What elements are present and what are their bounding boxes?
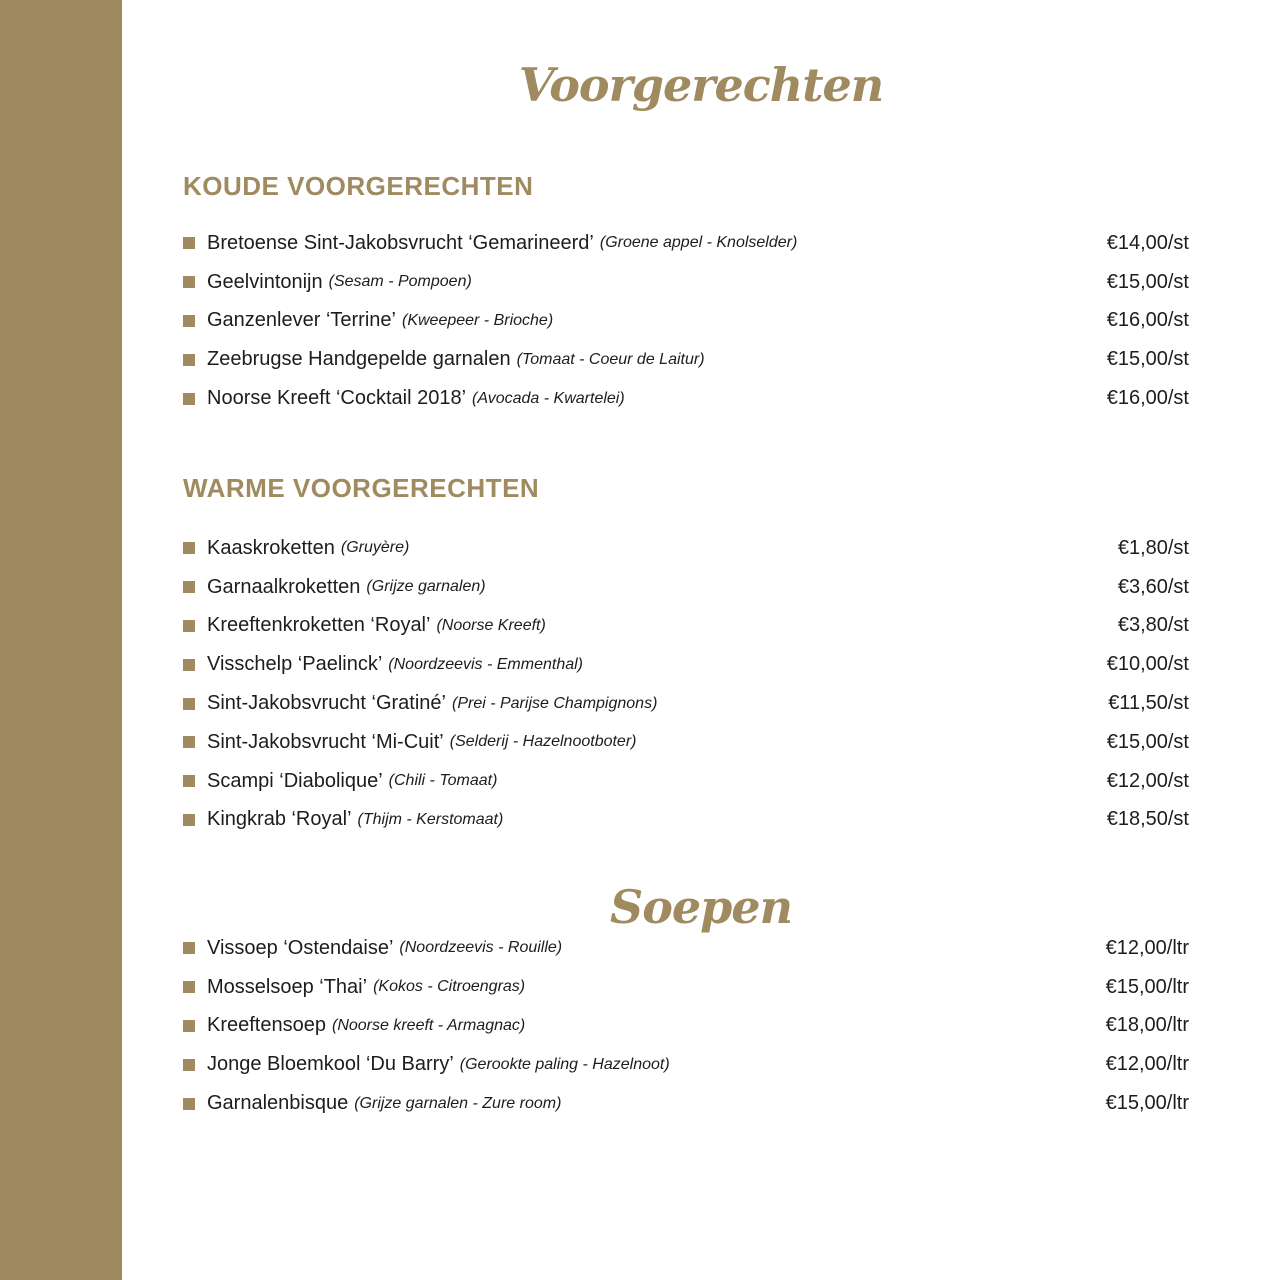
menu-item [183, 529, 1189, 568]
item-price: €15,00/ltr [1105, 975, 1189, 998]
item-name: Zeebrugse Handgepelde garnalen [207, 348, 511, 371]
bullet-icon [183, 581, 195, 593]
menu-item [183, 379, 1189, 418]
item-price: €16,00/st [1106, 387, 1189, 410]
item-description: (Thijm - Kerstomaat) [357, 810, 504, 828]
item-description: (Noordzeevis - Emmenthal) [388, 655, 584, 673]
item-name: Jonge Bloemkool ‘Du Barry’ [207, 1053, 454, 1076]
item-price: €14,00/st [1106, 231, 1189, 254]
item-name: Vissoep ‘Ostendaise’ [207, 936, 394, 959]
item-price: €12,00/ltr [1105, 936, 1189, 959]
item-price: €10,00/st [1106, 653, 1189, 676]
bullet-icon [183, 276, 195, 288]
item-price: €15,00/ltr [1105, 1092, 1189, 1115]
item-price: €11,50/st [1108, 692, 1189, 715]
item-description: (Chili - Tomaat) [388, 772, 498, 790]
item-price: €3,60/st [1117, 575, 1189, 598]
item-name: Kaaskroketten [207, 536, 335, 559]
bullet-icon [183, 736, 195, 748]
bullet-icon [183, 237, 195, 249]
item-price: €15,00/st [1106, 348, 1189, 371]
item-price: €15,00/st [1106, 270, 1189, 293]
bullet-icon [183, 1020, 195, 1032]
item-description: (Gruyère) [340, 539, 410, 557]
item-description: (Prei - Parijse Champignons) [451, 694, 658, 712]
bullet-icon [183, 981, 195, 993]
item-name: Sint-Jakobsvrucht ‘Gratiné’ [207, 692, 446, 715]
item-price: €1,80/st [1117, 536, 1189, 559]
item-name: Visschelp ‘Paelinck’ [207, 653, 383, 676]
bullet-icon [183, 1059, 195, 1071]
bullet-icon [183, 542, 195, 554]
menu-item [183, 968, 1189, 1007]
item-price: €18,00/ltr [1105, 1014, 1189, 1037]
item-name: Garnalenbisque [207, 1092, 349, 1115]
item-price: €12,00/st [1106, 769, 1189, 792]
menu-item [183, 801, 1189, 840]
menu-item [183, 1007, 1189, 1046]
item-description: (Kokos - Citroengras) [373, 978, 526, 996]
bullet-icon [183, 659, 195, 671]
bullet-icon [183, 354, 195, 366]
item-description: (Noorse kreeft - Armagnac) [331, 1016, 526, 1034]
item-price: €3,80/st [1117, 614, 1189, 637]
menu-item [183, 302, 1189, 341]
item-price: €16,00/st [1106, 309, 1189, 332]
item-description: (Grijze garnalen) [366, 578, 486, 596]
section-heading-koude: KOUDE VOORGERECHTEN [183, 171, 534, 201]
menu-item [183, 929, 1189, 968]
item-description: (Groene appel - Knolselder) [599, 234, 798, 252]
item-description: (Grijze garnalen - Zure room) [354, 1094, 562, 1112]
item-name: Kingkrab ‘Royal’ [207, 808, 352, 831]
item-price: €12,00/ltr [1105, 1053, 1189, 1076]
menu-list-koude [183, 224, 1189, 418]
item-price: €18,50/st [1106, 808, 1189, 831]
item-description: (Noordzeevis - Rouille) [399, 939, 563, 957]
menu-item [183, 568, 1189, 607]
bullet-icon [183, 942, 195, 954]
menu-item [183, 645, 1189, 684]
item-name: Geelvintonijn [207, 270, 323, 293]
menu-item [183, 340, 1189, 379]
page-title-soepen: Soepen [609, 880, 793, 934]
item-name: Bretoense Sint-Jakobsvrucht ‘Gemarineerd’ [207, 231, 594, 254]
bullet-icon [183, 1098, 195, 1110]
menu-item [183, 723, 1189, 762]
item-description: (Noorse Kreeft) [436, 616, 546, 634]
bullet-icon [183, 315, 195, 327]
item-name: Mosselsoep ‘Thai’ [207, 975, 368, 998]
item-description: (Gerookte paling - Hazelnoot) [459, 1055, 670, 1073]
item-name: Noorse Kreeft ‘Cocktail 2018’ [207, 387, 467, 410]
menu-item [183, 263, 1189, 302]
section-heading-warme: WARME VOORGERECHTEN [183, 473, 540, 503]
item-name: Ganzenlever ‘Terrine’ [207, 309, 396, 332]
item-name: Kreeftenkroketten ‘Royal’ [207, 614, 431, 637]
item-name: Garnaalkroketten [207, 575, 361, 598]
item-description: (Sesam - Pompoen) [328, 273, 472, 291]
item-name: Kreeftensoep [207, 1014, 326, 1037]
item-name: Sint-Jakobsvrucht ‘Mi-Cuit’ [207, 730, 444, 753]
bullet-icon [183, 698, 195, 710]
page-title-voorgerechten: Voorgerechten [518, 58, 884, 112]
menu-list-warme [183, 529, 1189, 839]
item-description: (Selderij - Hazelnootboter) [449, 733, 637, 751]
menu-item [183, 762, 1189, 801]
item-description: (Avocada - Kwartelei) [472, 389, 625, 407]
menu-item [183, 1045, 1189, 1084]
menu-item [183, 224, 1189, 263]
sidebar-band [0, 0, 122, 1280]
bullet-icon [183, 814, 195, 826]
menu-item [183, 607, 1189, 646]
menu-item [183, 684, 1189, 723]
item-description: (Kweepeer - Brioche) [401, 311, 554, 329]
menu-list-soepen [183, 929, 1189, 1123]
bullet-icon [183, 775, 195, 787]
item-description: (Tomaat - Coeur de Laitur) [516, 350, 705, 368]
menu-item [183, 1084, 1189, 1123]
bullet-icon [183, 620, 195, 632]
item-name: Scampi ‘Diabolique’ [207, 769, 383, 792]
item-price: €15,00/st [1106, 730, 1189, 753]
bullet-icon [183, 393, 195, 405]
